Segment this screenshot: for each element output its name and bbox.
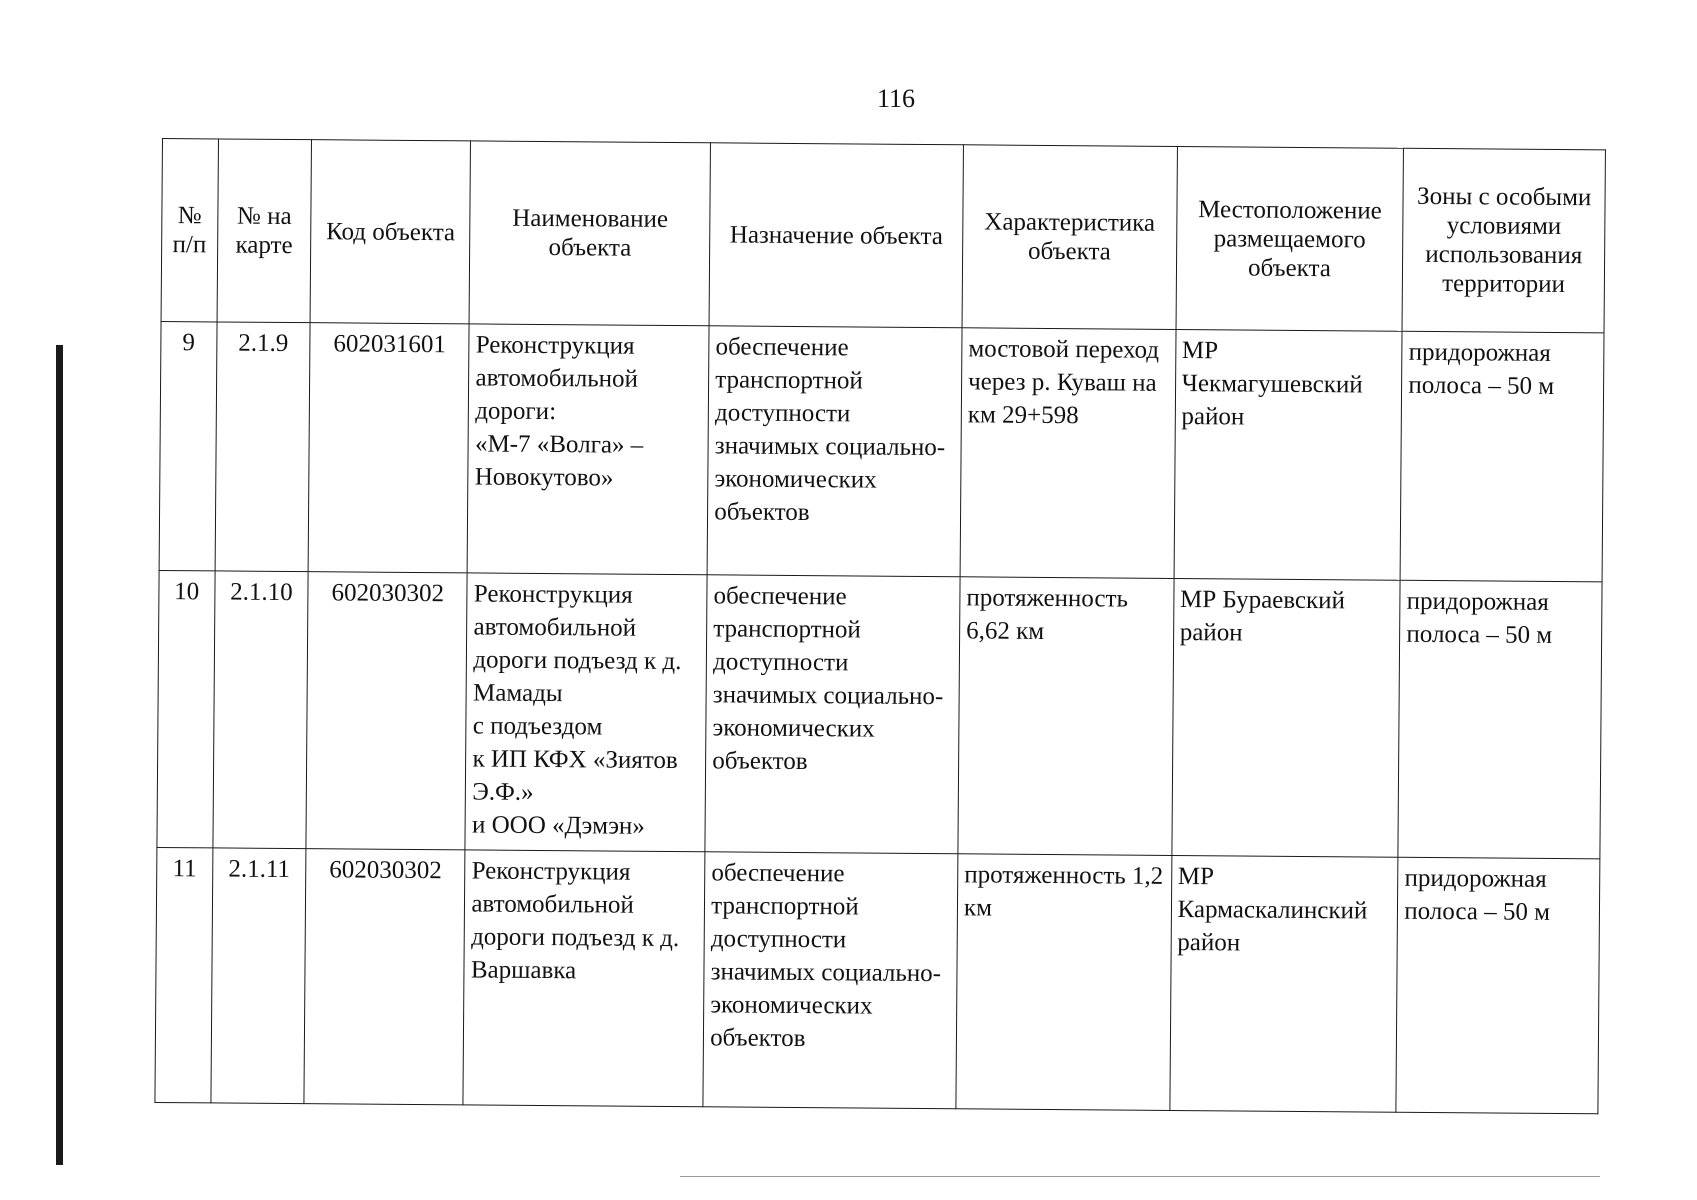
cell-object-name <box>463 850 705 1107</box>
cell-object-name <box>465 573 707 852</box>
cell-special-zones: придорожная полоса – 50 м <box>1396 857 1600 1114</box>
cell-special-zones: придорожная полоса – 50 м <box>1398 580 1602 859</box>
header-object-code: Код объекта <box>310 140 471 324</box>
cell-number: 9 <box>159 321 217 570</box>
cell-special-zones: придорожная полоса – 50 м <box>1400 331 1604 582</box>
header-number: № п/п <box>161 139 218 322</box>
table-row <box>157 570 1602 858</box>
header-map-number: № на карте <box>217 139 312 323</box>
objects-table-wrapper <box>154 138 1606 1114</box>
cell-object-purpose: обеспечение транспортной доступности значимых социально-экономических объектов <box>705 575 960 854</box>
page-number: 116 <box>876 84 916 113</box>
cell-object-characteristic: протяженность 6,62 км <box>958 577 1174 856</box>
cell-object-purpose: обеспечение транспортной доступности значимых социально-экономических объектов <box>707 326 962 577</box>
objects-table <box>154 138 1606 1114</box>
cell-map-number: 2.1.10 <box>213 571 309 849</box>
object-name-line: Реконструкция автомобильной дороги: «М-7 «Волга» – Новокутово» <box>474 331 644 492</box>
cell-object-location: МР Бураевский район <box>1172 578 1401 857</box>
cell-object-code: 602030302 <box>306 572 467 850</box>
cell-object-characteristic: мостовой переход через р. Куваш на км 29+598 <box>960 328 1176 579</box>
table-row <box>159 321 1604 581</box>
header-object-name: Наименование объекта <box>469 141 710 326</box>
cell-number: 11 <box>155 847 213 1102</box>
cell-map-number: 2.1.11 <box>211 848 307 1104</box>
header-special-zones: Зоны с особыми условиями использования территории <box>1402 148 1605 333</box>
cell-object-name <box>467 324 709 575</box>
table-header-row <box>161 139 1605 333</box>
scan-bottom-line <box>680 1176 1600 1177</box>
header-object-purpose: Назначение объекта <box>709 143 963 328</box>
cell-map-number: 2.1.9 <box>215 322 311 572</box>
object-name-line: Реконструкция автомобильной дороги подъезд к д. Мамады с подъездом к ИП КФХ «Зиятов Э.Ф.» и ООО «Дэмэн» <box>471 580 682 840</box>
object-name-line: Реконструкция автомобильной дороги подъезд к д. Варшавка <box>470 857 680 985</box>
header-object-location: Местоположение размещаемого объекта <box>1176 146 1404 331</box>
table-row <box>155 847 1600 1113</box>
cell-object-location: МР Кармаскалинский район <box>1170 855 1399 1112</box>
cell-object-location: МР Чекмагушевский район <box>1174 329 1403 580</box>
cell-number: 10 <box>157 570 215 847</box>
cell-object-code: 602030302 <box>304 849 465 1105</box>
cell-object-code: 602031601 <box>308 323 469 573</box>
cell-object-characteristic: протяженность 1,2 км <box>956 854 1172 1111</box>
scan-edge-shadow <box>56 345 63 1165</box>
cell-object-purpose: обеспечение транспортной доступности значимых социально-экономических объектов <box>703 852 958 1109</box>
header-object-characteristic: Характеристика объекта <box>962 145 1177 330</box>
